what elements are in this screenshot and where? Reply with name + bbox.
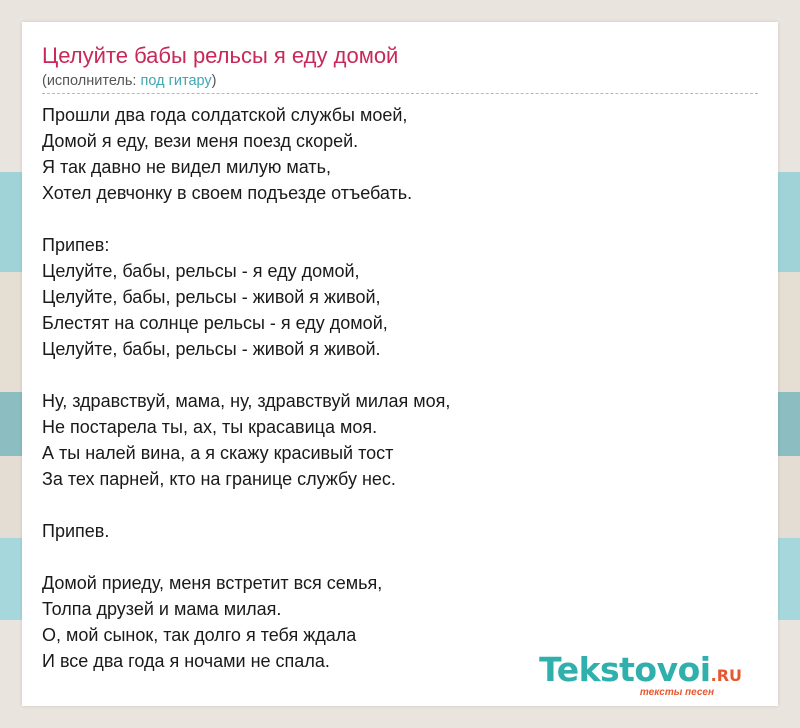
stanza-gap	[42, 206, 758, 232]
lyrics-text	[42, 102, 758, 674]
lyric-line: Не постарела ты, ах, ты красавица моя.	[42, 417, 378, 437]
logo-tagline: тексты песен	[639, 687, 714, 698]
stanza-gap	[42, 492, 758, 518]
lyric-line: Целуйте, бабы, рельсы - живой я живой,	[42, 287, 381, 307]
logo-name: Tekstovoi	[539, 650, 711, 689]
tekstovoi-logo[interactable]	[532, 652, 742, 700]
artist-link[interactable]: под гитару	[140, 73, 212, 89]
lyric-line: Припев.	[42, 521, 110, 541]
lyric-line: Домой приеду, меня встретит вся семья,	[42, 573, 383, 593]
lyric-line: Припев:	[42, 235, 110, 255]
lyric-line: За тех парней, кто на границе службу нес.	[42, 469, 396, 489]
lyrics-card	[22, 22, 778, 706]
title-divider	[42, 93, 758, 94]
lyric-line: А ты налей вина, а я скажу красивый тост	[42, 443, 394, 463]
lyric-line: Блестят на солнце рельсы - я еду домой,	[42, 313, 388, 333]
meta-prefix: (исполнитель:	[42, 73, 141, 89]
song-title: Целуйте бабы рельсы я еду домой	[42, 43, 399, 68]
lyric-line: Целуйте, бабы, рельсы - живой я живой.	[42, 339, 381, 359]
lyric-line: Я так давно не видел милую мать,	[42, 157, 331, 177]
stanza-gap	[42, 544, 758, 570]
lyric-line: Прошли два года солдатской службы моей,	[42, 105, 408, 125]
song-meta	[42, 73, 217, 89]
lyric-line: Целуйте, бабы, рельсы - я еду домой,	[42, 261, 360, 281]
lyric-line: Хотел девчонку в своем подъезде отъебать.	[42, 183, 413, 203]
meta-suffix: )	[211, 73, 217, 89]
logo-tld: .RU	[710, 666, 742, 685]
lyric-line: О, мой сынок, так долго я тебя ждала	[42, 625, 357, 645]
lyric-line: Толпа друзей и мама милая.	[42, 599, 282, 619]
lyric-line: Ну, здравствуй, мама, ну, здравствуй милая моя,	[42, 391, 451, 411]
lyric-line: Домой я еду, вези меня поезд скорей.	[42, 131, 359, 151]
lyric-line: И все два года я ночами не спала.	[42, 651, 330, 671]
stanza-gap	[42, 362, 758, 388]
